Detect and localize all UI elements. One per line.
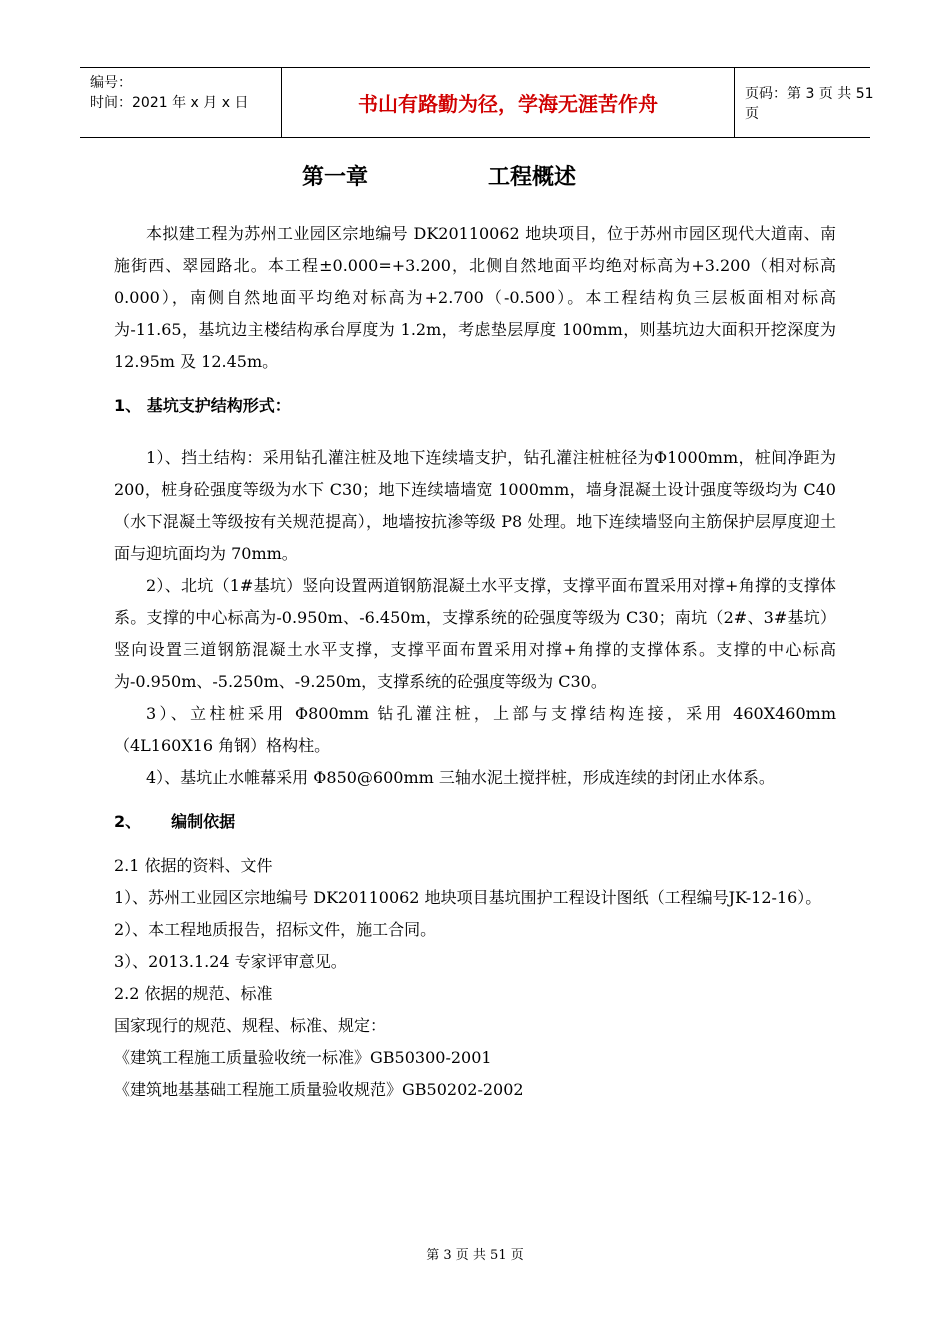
document-body [114,218,836,1106]
section-2-line: 《建筑地基基础工程施工质量验收规范》GB50202-2002 [114,1080,524,1099]
section-1-item: 2）、北坑（1#基坑）竖向设置两道钢筋混凝土水平支撑，支撑平面布置采用对撑+角撑的支撑体系。支撑的中心标高为-0.950m、-6.450m，支撑系统的砼强度等级为 C30；南坑（2#、3#基坑）竖向设置三道钢筋混凝土水平支撑，支撑平面布置采用对撑+角撑的支撑体系。支撑的中心标高为-0.950m、-5.250m、-9.250m，支撑系统的砼强度等级为 C30。 [114,576,836,691]
section-2-heading [114,806,836,838]
chapter-heading [0,160,950,194]
section-1-title: 基坑支护结构形式： [146,396,291,415]
section-2-line: 《建筑工程施工质量验收统一标准》GB50300-2001 [114,1048,492,1067]
header-motto: 书山有路勤为径，学海无涯苦作舟 [281,68,735,137]
document-date-label: 时间：2021 年 x 月 x 日 [90,95,249,111]
section-1-item: 1）、挡土结构：采用钻孔灌注桩及地下连续墙支护，钻孔灌注桩桩径为Φ1000mm，桩间净距为 200，桩身砼强度等级为水下 C30；地下连续墙墙宽 1000mm，墙身混凝土设计强度等级均为 C40（水下混凝土等级按有关规范提高），地墙按抗渗等级 P8 处理。地下连续墙竖向主筋保护层厚度迎土面与迎坑面均为 70mm。 [114,448,836,563]
chapter-title: 工程概述 [488,165,577,190]
page-footer: 第 3 页 共 51 页 [426,1248,524,1263]
section-1-item: 4）、基坑止水帷幕采用 Φ850@600mm 三轴水泥土搅拌桩，形成连续的封闭止水体系。 [146,768,775,787]
section-2-line: 国家现行的规范、规程、标准、规定： [114,1016,387,1035]
section-1-number: 1、 [114,396,142,415]
section-2-line: 1）、苏州工业园区宗地编号 DK20110062 地块项目基坑围护工程设计图纸（工程编号JK-12-16）。 [114,888,822,907]
section-2-line: 2.2 依据的规范、标准 [114,984,273,1003]
section-2-line: 2.1 依据的资料、文件 [114,856,273,875]
section-2-line: 2）、本工程地质报告，招标文件，施工合同。 [114,920,437,939]
section-1-item: 3）、立柱桩采用 Φ800mm 钻孔灌注桩，上部与支撑结构连接，采用 460X460mm（4L160X16 角钢）格构柱。 [114,704,836,755]
header-page-info: 页码：第 3 页 共 51 页 [745,85,874,122]
section-2-title: 编制依据 [171,812,236,831]
document-number-label: 编号： [90,75,132,91]
header-meta [80,68,280,137]
section-1-heading [114,390,836,422]
intro-paragraph: 本拟建工程为苏州工业园区宗地编号 DK20110062 地块项目，位于苏州市园区现代大道南、南施街西、翠园路北。本工程±0.000=+3.200，北侧自然地面平均绝对标高为+3.200（相对标高 0.000），南侧自然地面平均绝对标高为+2.700（-0.500）。本工程结构负三层板面相对标高为-11.65，基坑边主楼结构承台厚度为 1.2m，考虑垫层厚度 100mm，则基坑边大面积开挖深度为 12.95m 及 12.45m。 [114,224,836,371]
chapter-number: 第一章 [302,165,369,190]
section-2-line: 3）、2013.1.24 专家评审意见。 [114,952,347,971]
page-header [80,67,874,138]
section-2-number: 2、 [114,812,142,831]
